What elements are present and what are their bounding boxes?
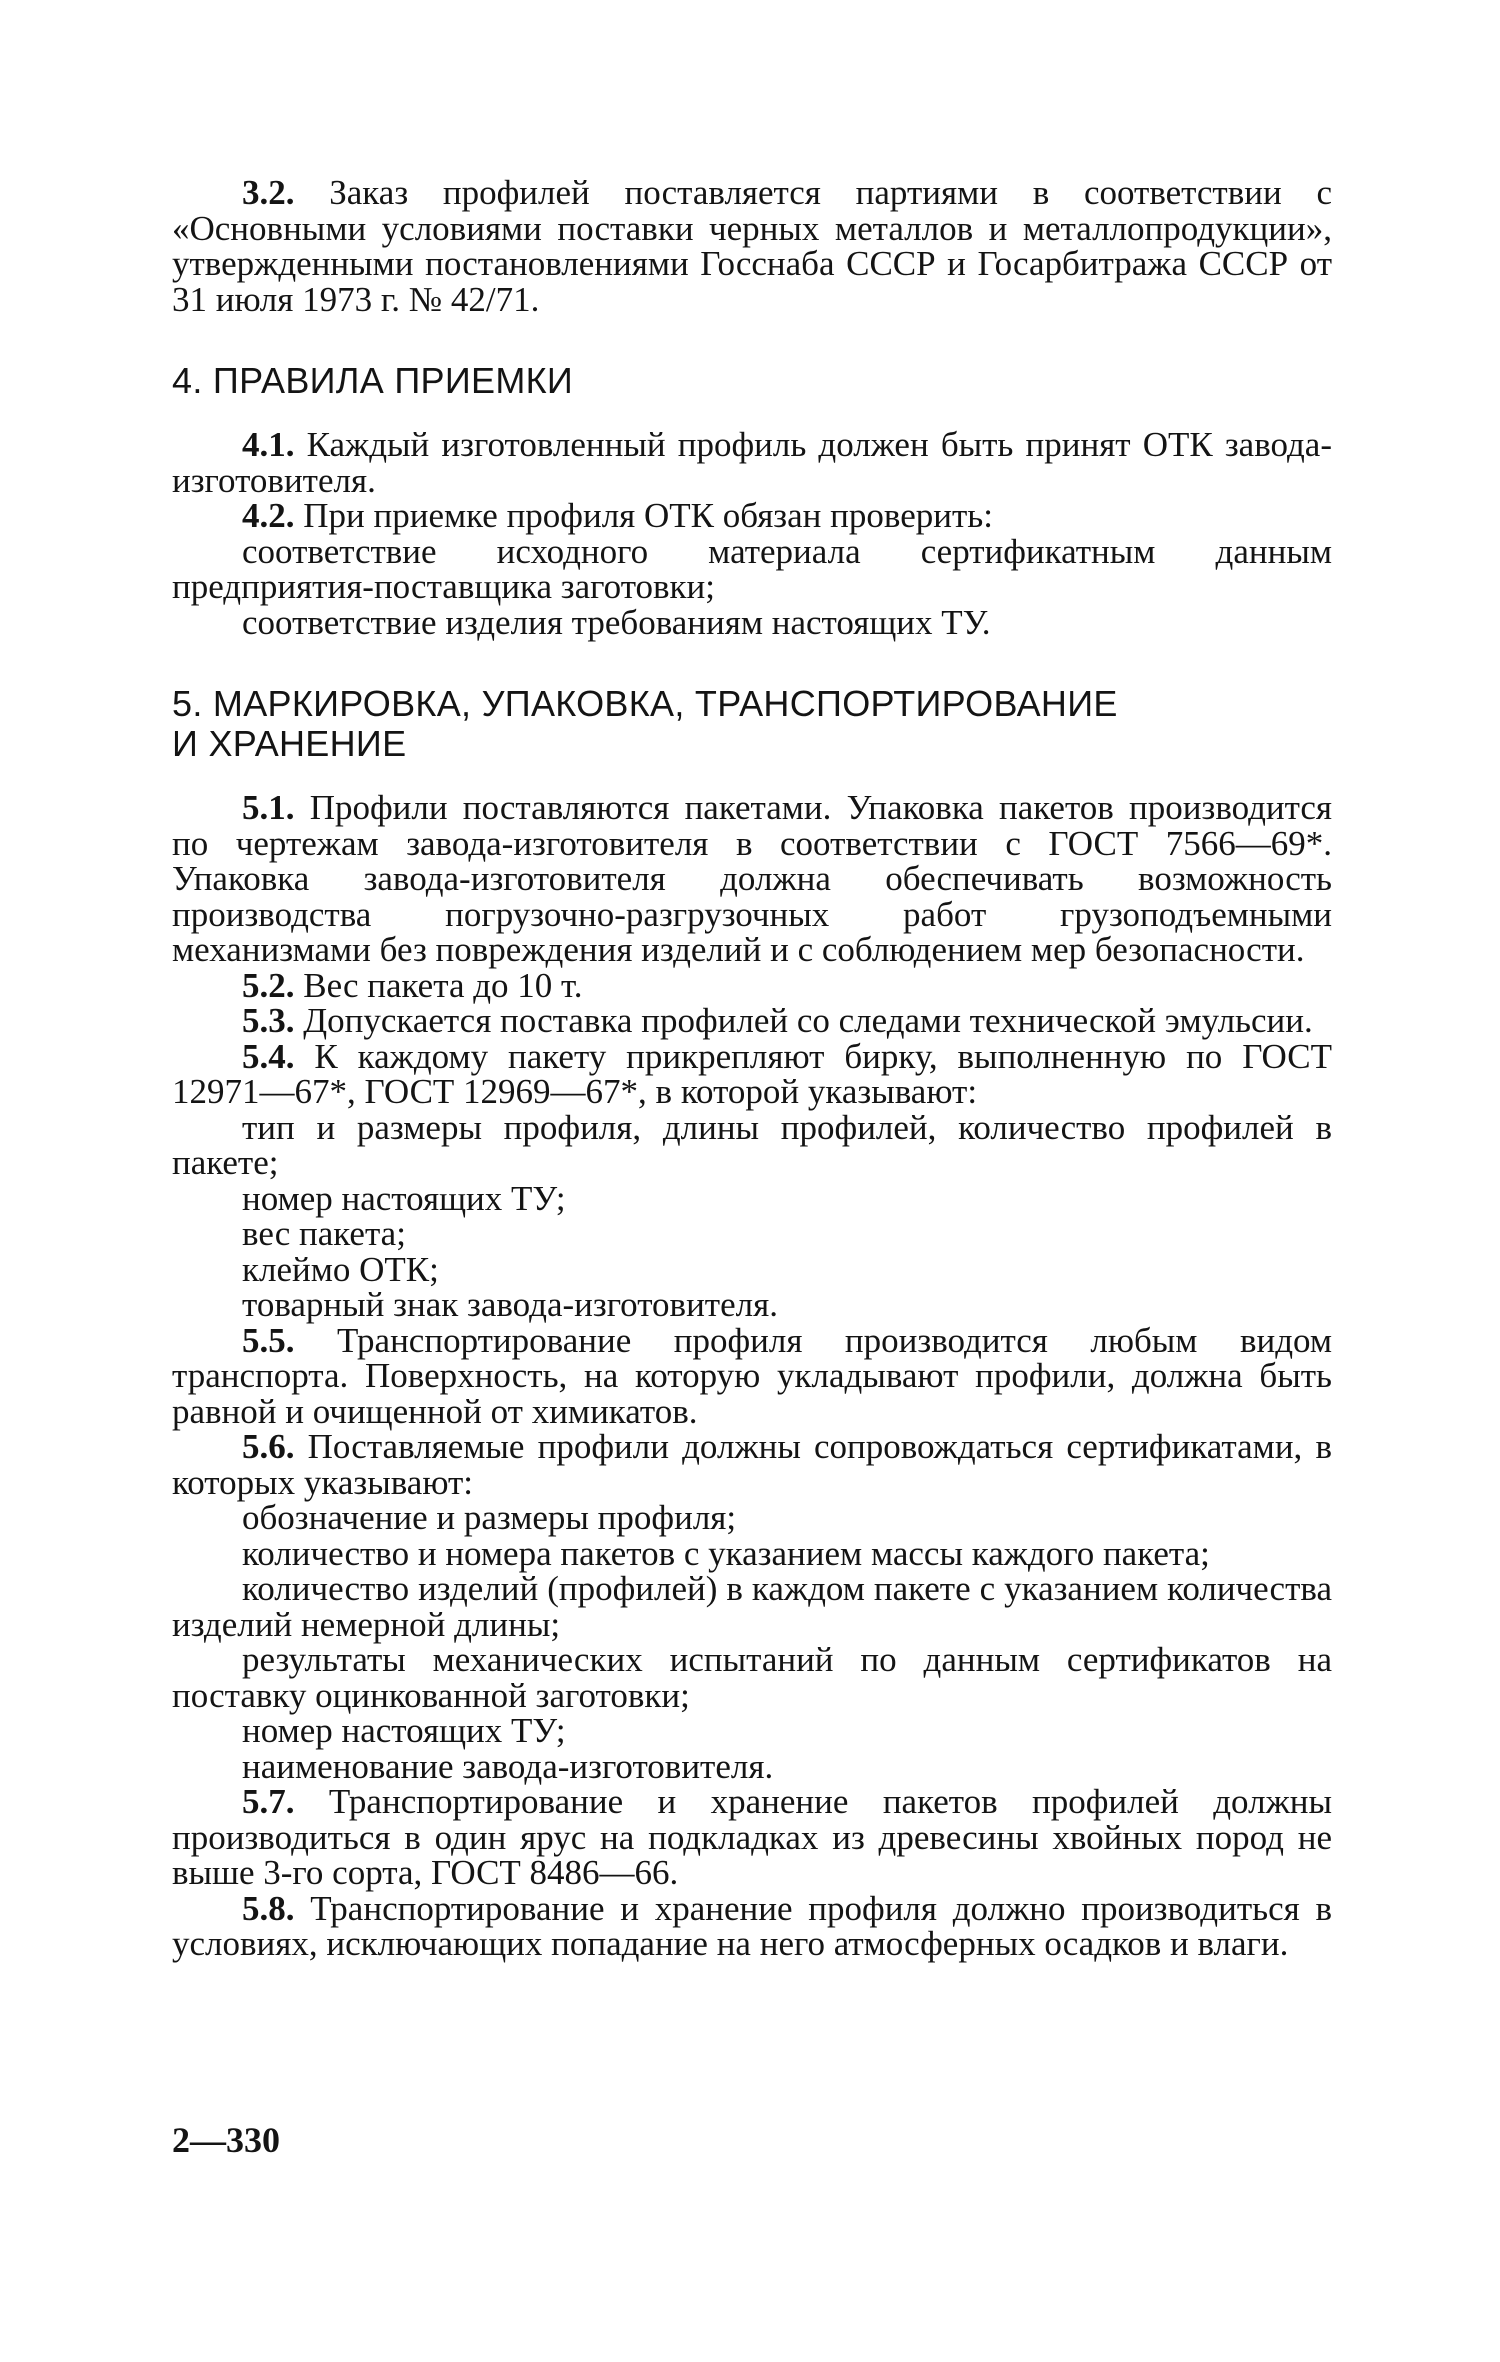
paragraph-5-3: [172, 1003, 1332, 1039]
clause-number: 5.8.: [242, 1888, 295, 1928]
section-4-heading: 4. ПРАВИЛА ПРИЕМКИ: [172, 360, 574, 401]
clause-number: 5.6.: [242, 1427, 295, 1466]
list-item: соответствие исходного материала сертификатным данным предприятия-поставщика заготовки;: [172, 531, 1332, 606]
clause-text: К каждому пакету прикрепляют бирку, выполненную по ГОСТ 12971—67*, ГОСТ 12969—67*, в которой указывают:: [172, 1036, 1332, 1111]
clause-number: 5.7.: [242, 1782, 295, 1821]
section-5-heading: [172, 684, 1332, 764]
clause-text: Заказ профилей поставляется партиями в соответствии с «Основными условиями поставки черных металлов и металлопродукции», утвержденными постановлениями Госснаба СССР и Госарбитража СССР от 31 июля 1973 г. № 42/71.: [172, 173, 1332, 319]
paragraph-4-2: [172, 498, 1332, 534]
paragraph-3-2: [172, 175, 1332, 317]
list-item: наименование завода-изготовителя.: [242, 1746, 774, 1786]
clause-number: 5.4.: [242, 1036, 295, 1076]
list-item: тип и размеры профиля, длины профилей, количество профилей в пакете;: [172, 1107, 1332, 1182]
section-5-heading-line-2: И ХРАНЕНИЕ: [172, 723, 407, 764]
section-5-heading-line-1: 5. МАРКИРОВКА, УПАКОВКА, ТРАНСПОРТИРОВАНИЕ: [172, 683, 1118, 724]
clause-text: Транспортирование профиля производится любым видом транспорта. Поверхность, на которую укладывают профили, должна быть равной и очищенной от химикатов.: [172, 1320, 1332, 1431]
clause-number: 5.3.: [242, 1001, 295, 1040]
clause-number: 3.2.: [242, 173, 295, 212]
list-item: соответствие изделия требованиям настоящих ТУ.: [242, 602, 991, 642]
clause-number: 4.1.: [242, 425, 295, 464]
clause-text: Транспортирование и хранение профиля должно производиться в условиях, исключающих попадание на него атмосферных осадков и влаги.: [172, 1888, 1332, 1963]
clause-number: 4.2.: [242, 496, 295, 535]
page-number: 2—330: [172, 2120, 280, 2160]
list-item: клеймо ОТК;: [242, 1249, 439, 1289]
list-item: количество изделий (профилей) в каждом пакете с указанием количества изделий немерной длины;: [172, 1569, 1332, 1644]
paragraph-4-1: [172, 427, 1332, 498]
paragraph-5-8: [172, 1888, 1332, 1963]
clause-text: Допускается поставка профилей со следами технической эмульсии.: [294, 1001, 1313, 1040]
clause-text: Профили поставляются пакетами. Упаковка пакетов производится по чертежам завода-изготовителя в соответствии с ГОСТ 7566—69*. Упаковка завода-изготовителя должна обеспечивать возможность производства погрузочно-разгрузочных работ грузоподъемными механизмами без повреждения изделий и с соблюдением мер безопасности.: [172, 788, 1332, 969]
clause-text: Поставляемые профили должны сопровождаться сертификатами, в которых указывают:: [172, 1427, 1332, 1502]
list-item: вес пакета;: [242, 1214, 406, 1253]
list-item: номер настоящих ТУ;: [242, 1178, 566, 1218]
list-item: товарный знак завода-изготовителя.: [242, 1285, 778, 1324]
list-item: количество и номера пакетов с указанием массы каждого пакета;: [242, 1533, 1210, 1573]
paragraph-5-1: [172, 790, 1332, 968]
paragraph-5-6: [172, 1429, 1332, 1500]
clause-number: 5.1.: [242, 788, 295, 827]
clause-text: Транспортирование и хранение пакетов профилей должны производиться в один ярус на подкладках из древесины хвойных пород не выше 3-го сорта, ГОСТ 8486—66.: [172, 1782, 1332, 1892]
paragraph-5-4: [172, 1036, 1332, 1111]
paragraph-5-7: [172, 1784, 1332, 1891]
clause-text: Вес пакета до 10 т.: [294, 965, 583, 1005]
list-item: обозначение и размеры профиля;: [242, 1498, 737, 1537]
document-page: [172, 175, 1332, 1962]
paragraph-5-5: [172, 1320, 1332, 1431]
paragraph-5-2: [172, 965, 1332, 1005]
clause-number: 5.5.: [242, 1320, 295, 1360]
clause-number: 5.2.: [242, 965, 295, 1005]
clause-text: Каждый изготовленный профиль должен быть принят ОТК завода-изготовителя.: [172, 425, 1332, 500]
clause-text: При приемке профиля ОТК обязан проверить:: [294, 496, 993, 535]
list-item: номер настоящих ТУ;: [242, 1711, 566, 1750]
list-item: результаты механических испытаний по данным сертификатов на поставку оцинкованной заготовки;: [172, 1640, 1332, 1715]
